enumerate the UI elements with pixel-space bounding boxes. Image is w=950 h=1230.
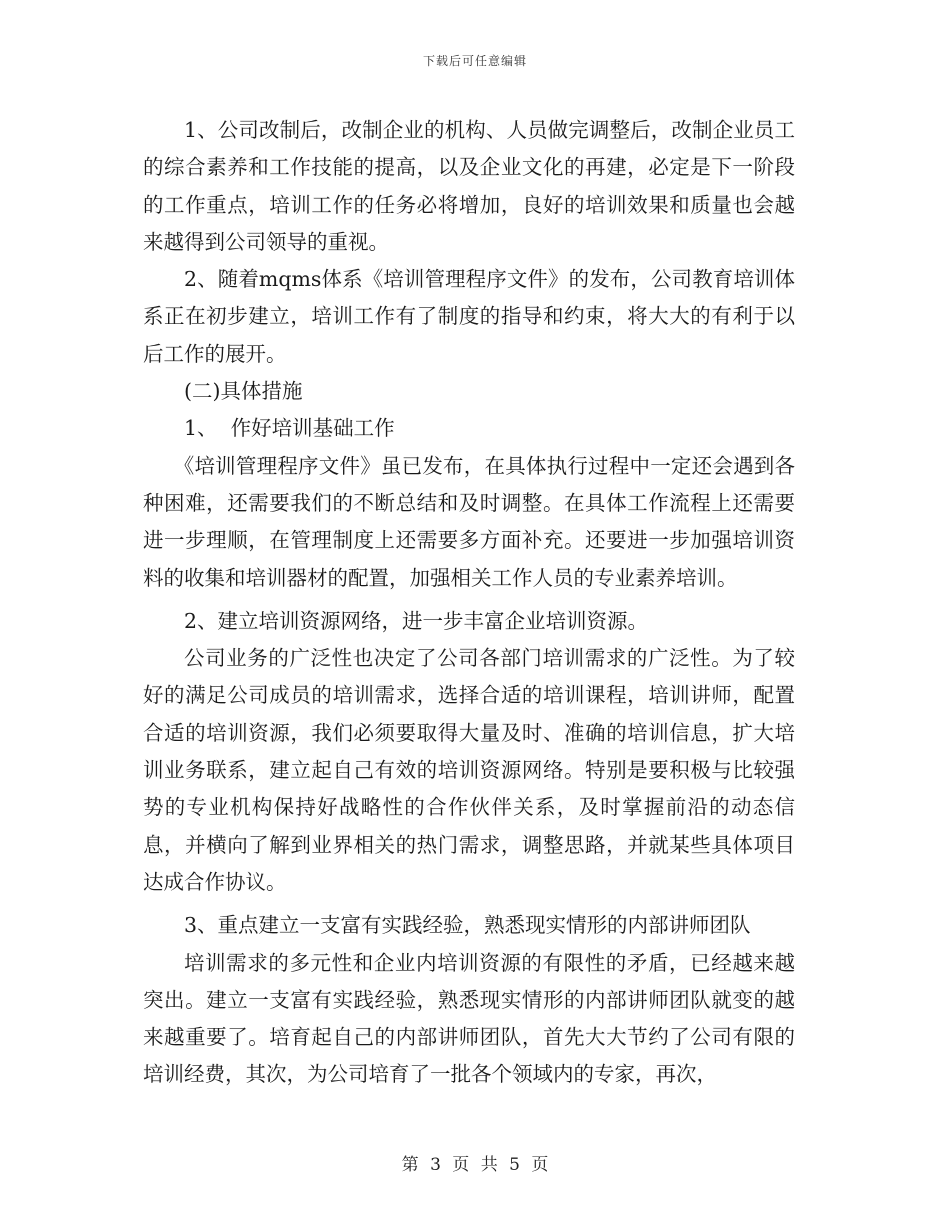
page-number: 第 3 页 共 5 页 xyxy=(401,1155,549,1175)
subheading-2: 2、建立培训资源网络，进一步丰富企业培训资源。 xyxy=(184,608,649,633)
paragraph-1: 1、公司改制后，改制企业的机构、人员做完调整后，改制企业员工的综合素养和工作技能的提高，以及企业文化的再建，必定是下一阶段的工作重点，培训工作的任务必将增加，良好的培训效果和质量也会越来越得到公司领导的重视。 xyxy=(143,118,795,254)
paragraph-3: 《培训管理程序文件》虽已发布，在具体执行过程中一定还会遇到各种困难，还需要我们的不断总结和及时调整。在具体工作流程上还需要进一步理顺，在管理制度上还需要多方面补充。还要进一步加强培训资料的收集和培训器材的配置，加强相关工作人员的专业素养培训。 xyxy=(143,453,795,590)
paragraph-5: 培训需求的多元性和企业内培训资源的有限性的矛盾，已经越来越突出。建立一支富有实践经验，熟悉现实情形的内部讲师团队就变的越来越重要了。培育起自己的内部讲师团队，首先大大节约了公司有限的培训经费，其次，为公司培育了一批各个领域内的专家，再次， xyxy=(143,950,795,1087)
page-header-note: 下载后可任意编辑 xyxy=(422,54,527,68)
paragraph-4: 公司业务的广泛性也决定了公司各部门培训需求的广泛性。为了较好的满足公司成员的培训需求，选择合适的培训课程，培训讲师，配置合适的培训资源，我们必须要取得大量及时、准确的培训信息，扩大培训业务联系，建立起自己有效的培训资源网络。特别是要积极与比较强势的专业机构保持好战略性的合作伙伴关系，及时掌握前沿的动态信息，并横向了解到业界相关的热门需求，调整思路，并就某些具体项目达成合作协议。 xyxy=(143,646,795,894)
section-heading-measures: (二)具体措施 xyxy=(184,379,303,404)
document-body xyxy=(143,112,795,1094)
paragraph-2: 2、随着mqms体系《培训管理程序文件》的发布，公司教育培训体系正在初步建立，培训工作有了制度的指导和约束，将大大的有利于以后工作的展开。 xyxy=(143,267,795,366)
subheading-3: 3、重点建立一支富有实践经验，熟悉现实情形的内部讲师团队 xyxy=(184,913,751,938)
subheading-1: 1、 作好培训基础工作 xyxy=(184,416,395,441)
